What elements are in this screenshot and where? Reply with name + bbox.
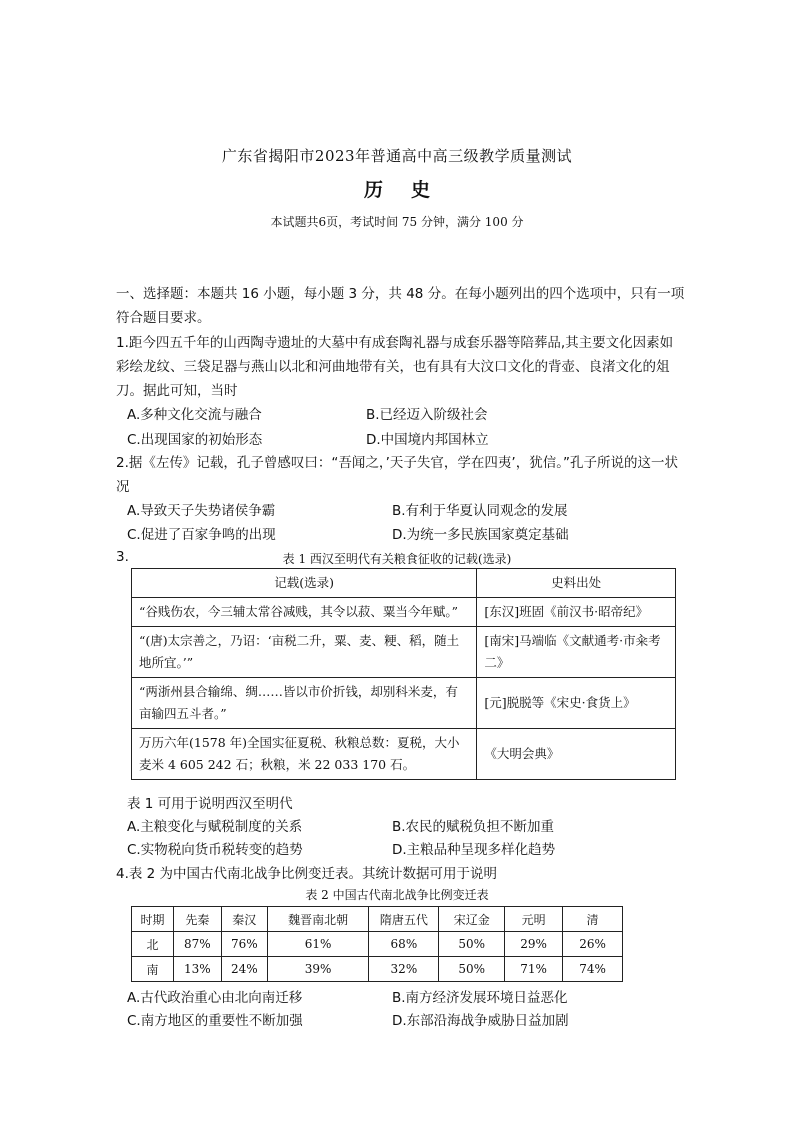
table1-record: “(唐)太宗善之，乃诏：‘亩税二升，粟、麦、粳、稻，随土地所宜。’” bbox=[132, 627, 477, 678]
subject-title: 历史 bbox=[363, 179, 458, 201]
section-intro: 一、选择题：本题共 16 小题，每小题 3 分，共 48 分。在每小题列出的四个选项中，只有一项符合题目要求。 bbox=[116, 286, 685, 326]
q3-option-b[interactable]: B.农民的赋税负担不断加重 bbox=[392, 819, 555, 835]
q3-option-d[interactable]: D.主粮品种呈现多样化趋势 bbox=[392, 842, 556, 858]
table1-record: “谷贱伤农，今三辅太常谷减贱，其令以菽、粟当今年赋。” bbox=[132, 598, 477, 627]
table2-cell: 13% bbox=[173, 957, 221, 982]
table2-header-cell: 清 bbox=[563, 907, 623, 932]
table2-cell: 87% bbox=[173, 932, 221, 957]
table2-cell: 32% bbox=[369, 957, 439, 982]
table2-cell: 76% bbox=[221, 932, 267, 957]
q4-option-a[interactable]: A.古代政治重心由北向南迁移 bbox=[127, 990, 303, 1006]
q2-option-b[interactable]: B.有利于华夏认同观念的发展 bbox=[392, 503, 568, 519]
q2-option-a[interactable]: A.导致天子失势诸侯争霸 bbox=[127, 503, 276, 519]
q1-option-d[interactable]: D.中国境内邦国林立 bbox=[366, 432, 489, 448]
table1 bbox=[131, 568, 676, 780]
q3-option-a[interactable]: A.主粮变化与赋税制度的关系 bbox=[127, 819, 303, 835]
table2-cell: 71% bbox=[505, 957, 563, 982]
table1-caption: 表 1 西汉至明代有关粮食征收的记载(选录) bbox=[282, 552, 512, 566]
table1-source: 《大明会典》 bbox=[477, 729, 676, 780]
q2-stem: 2.据《左传》记载，孔子曾感叹曰：“吾闻之，’天子失官，学在四夷’，犹信。”孔子所说的这一状况 bbox=[116, 455, 678, 495]
table1-row bbox=[132, 729, 676, 780]
q1-option-b[interactable]: B.已经迈入阶级社会 bbox=[366, 407, 488, 423]
table2-caption: 表 2 中国古代南北战争比例变迁表 bbox=[305, 888, 489, 902]
table2-row-south bbox=[132, 957, 623, 982]
q2-option-c[interactable]: C.促进了百家争鸣的出现 bbox=[127, 527, 276, 543]
q4-option-d[interactable]: D.东部沿海战争威胁日益加剧 bbox=[392, 1013, 569, 1029]
q1-stem: 1.距今四五千年的山西陶寺遗址的大墓中有成套陶礼器与成套乐器等陪葬品,其主要文化因素如彩绘龙纹、三袋足器与燕山以北和河曲地带有关，也有具有大汶口文化的背壶、良渚文化的俎刀。据此可知，当时 bbox=[116, 335, 674, 399]
table2-cell: 南 bbox=[132, 957, 174, 982]
table2-cell: 24% bbox=[221, 957, 267, 982]
q4-stem: 4.表 2 为中国古代南北战争比例变迁表。其统计数据可用于说明 bbox=[116, 866, 498, 882]
q3-stem: 表 1 可用于说明西汉至明代 bbox=[127, 796, 293, 812]
q1-option-c[interactable]: C.出现国家的初始形态 bbox=[127, 432, 263, 448]
table2 bbox=[131, 906, 623, 982]
table1-row bbox=[132, 598, 676, 627]
table2-cell: 39% bbox=[267, 957, 369, 982]
table1-row bbox=[132, 627, 676, 678]
q4-option-b[interactable]: B.南方经济发展环境日益恶化 bbox=[392, 990, 568, 1006]
table2-header-cell: 隋唐五代 bbox=[369, 907, 439, 932]
table1-source: [东汉]班固《前汉书·昭帝纪》 bbox=[477, 598, 676, 627]
table2-row-north bbox=[132, 932, 623, 957]
table1-header-row bbox=[132, 569, 676, 598]
table2-header-row bbox=[132, 907, 623, 932]
table2-cell: 26% bbox=[563, 932, 623, 957]
table1-source: [元]脱脱等《宋史·食货上》 bbox=[477, 678, 676, 729]
q3-option-c[interactable]: C.实物税向货币税转变的趋势 bbox=[127, 842, 303, 858]
exam-title: 广东省揭阳市2023年普通高中高三级教学质量测试 bbox=[221, 147, 573, 165]
table2-header-cell: 时期 bbox=[132, 907, 174, 932]
table1-source: [南宋]马端临《文献通考·市籴考二》 bbox=[477, 627, 676, 678]
table1-record: “两浙州县合输绵、绸……皆以市价折钱，却别科米麦，有亩输四五斗者。” bbox=[132, 678, 477, 729]
table1-record: 万历六年(1578 年)全国实征夏税、秋粮总数：夏税，大小麦米 4 605 242 石；秋粮，米 22 033 170 石。 bbox=[132, 729, 477, 780]
exam-info: 本试题共6页，考试时间 75 分钟，满分 100 分 bbox=[270, 215, 524, 229]
table2-cell: 61% bbox=[267, 932, 369, 957]
table1-row bbox=[132, 678, 676, 729]
table2-header-cell: 宋辽金 bbox=[439, 907, 505, 932]
q1-option-a[interactable]: A.多种文化交流与融合 bbox=[127, 407, 262, 423]
table2-header-cell: 元明 bbox=[505, 907, 563, 932]
table2-header-cell: 秦汉 bbox=[221, 907, 267, 932]
table2-cell: 50% bbox=[439, 957, 505, 982]
table2-cell: 68% bbox=[369, 932, 439, 957]
table2-header-cell: 魏晋南北朝 bbox=[267, 907, 369, 932]
table2-cell: 50% bbox=[439, 932, 505, 957]
q4-option-c[interactable]: C.南方地区的重要性不断加强 bbox=[127, 1013, 303, 1029]
table2-cell: 74% bbox=[563, 957, 623, 982]
table2-cell: 北 bbox=[132, 932, 174, 957]
table2-header-cell: 先秦 bbox=[173, 907, 221, 932]
table2-cell: 29% bbox=[505, 932, 563, 957]
table1-header-record: 记载(选录) bbox=[132, 569, 477, 598]
q3-number: 3. bbox=[116, 549, 129, 565]
table1-header-source: 史料出处 bbox=[477, 569, 676, 598]
q2-option-d[interactable]: D.为统一多民族国家奠定基础 bbox=[392, 527, 569, 543]
